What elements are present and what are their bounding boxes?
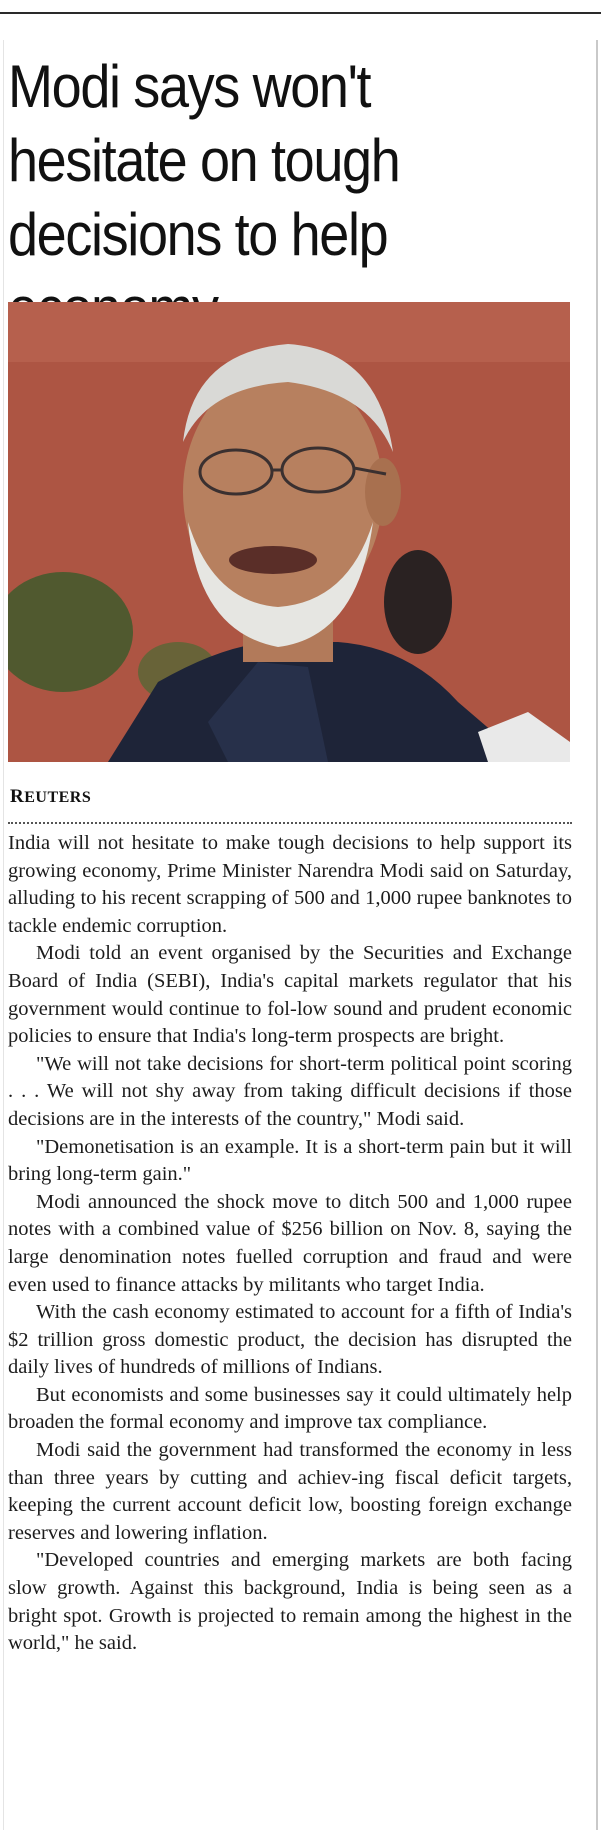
article-body xyxy=(8,830,572,1658)
column-right-border xyxy=(596,40,598,1830)
column-left-border xyxy=(3,40,4,1830)
article-paragraph: But economists and some businesses say it could ultimately help broaden the formal economy and improve tax compliance. xyxy=(8,1383,572,1434)
top-rule xyxy=(0,12,601,14)
article-headline: Modi says won't hesitate on tough decisions to help xyxy=(8,53,400,268)
portrait-illustration xyxy=(8,302,570,762)
byline-rest: EUTERS xyxy=(24,789,92,806)
article-byline xyxy=(10,786,91,808)
byline-initial: R xyxy=(10,786,25,807)
article-paragraph: Modi said the government had transformed the economy in less than three years by cutting and achiev-ing fiscal deficit targets, keeping the current account deficit low, boosting foreign exchange reserves and lowering inflation. xyxy=(8,1439,572,1544)
article-paragraph: Modi told an event organised by the Securities and Exchange Board of India (SEBI), India's capital markets regulator that his government would continue to fol-low sound and prudent economic policies to ensure that India's long-term prospects are bright. xyxy=(8,942,572,1048)
article-paragraph: Modi announced the shock move to ditch 500 and 1,000 rupee notes with a combined value of $256 billion on Nov. 8, saying the large denomination notes fuelled corruption and fraud and were even used to finance attacks by militants who target India. xyxy=(8,1190,572,1296)
article-paragraph: With the cash economy estimated to account for a fifth of India's $2 trillion gross domestic product, the decision has disrupted the daily lives of hundreds of millions of Indians. xyxy=(8,1301,572,1379)
article-paragraph: "We will not take decisions for short-term political point scoring . . . We will not shy away from taking difficult decisions if those decisions are in the interests of the country," Modi said. xyxy=(8,1052,572,1130)
article-paragraph: "Developed countries and emerging markets are both facing slow growth. Against this background, India is being seen as a bright spot. Growth is projected to remain among the highest in the world," he said. xyxy=(8,1549,572,1655)
article-paragraph: India will not hesitate to make tough decisions to help support its growing economy, Prime Minister Narendra Modi said on Saturday, alluding to his recent scrapping of 500 and 1,000 rupee banknotes to tackle endemic corruption. xyxy=(8,832,572,937)
byline-divider xyxy=(8,822,572,824)
article-photo xyxy=(8,302,570,762)
article-paragraph: "Demonetisation is an example. It is a short-term pain but it will bring long-term gain." xyxy=(8,1135,572,1186)
